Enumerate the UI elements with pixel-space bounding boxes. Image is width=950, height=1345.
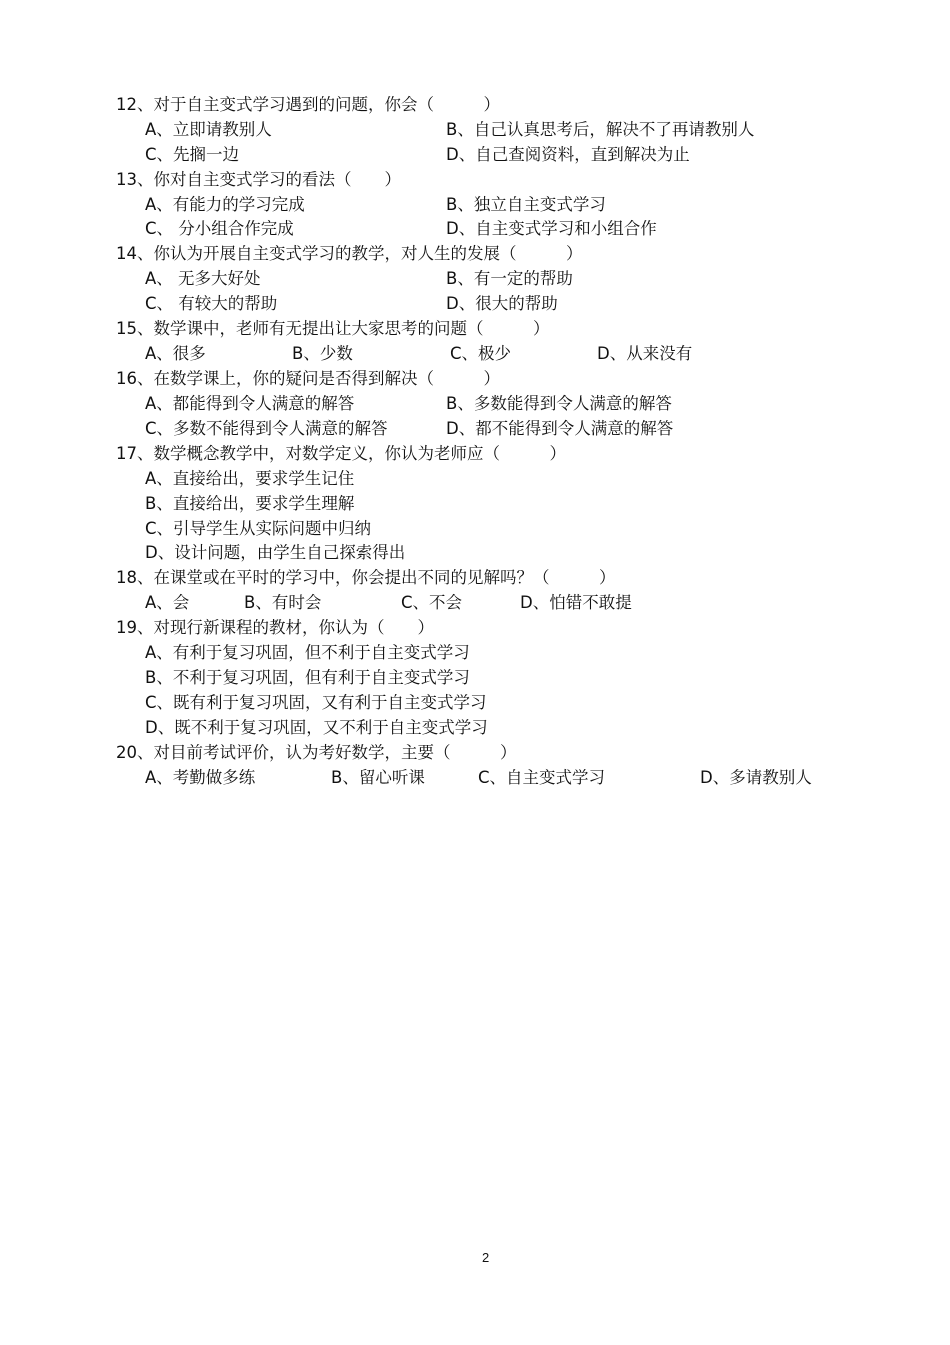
question-15: 15、数学课中，老师有无提出让大家思考的问题（ ）	[116, 319, 550, 338]
option-12d: D、自己查阅资料，直到解决为止	[446, 145, 690, 164]
option-13a: A、有能力的学习完成	[145, 195, 305, 214]
option-14a: A、 无多大好处	[145, 269, 261, 288]
question-16: 16、在数学课上，你的疑问是否得到解决（ ）	[116, 369, 500, 388]
option-20b: B、留心听课	[331, 768, 425, 787]
option-15a: A、很多	[145, 344, 206, 363]
option-13d: D、自主变式学习和小组合作	[446, 219, 657, 238]
option-12b: B、自己认真思考后，解决不了再请教别人	[446, 120, 755, 139]
option-20a: A、考勤做多练	[145, 768, 256, 787]
option-14d: D、很大的帮助	[446, 294, 558, 313]
option-16a: A、都能得到令人满意的解答	[145, 394, 355, 413]
option-17a: A、直接给出，要求学生记住	[145, 469, 355, 488]
option-17c: C、引导学生从实际问题中归纳	[145, 519, 372, 538]
option-12c: C、先搁一边	[145, 145, 240, 164]
question-13: 13、你对自主变式学习的看法（ ）	[116, 170, 401, 189]
option-18a: A、会	[145, 593, 190, 612]
question-14: 14、你认为开展自主变式学习的教学，对人生的发展（ ）	[116, 244, 583, 263]
option-17b: B、直接给出，要求学生理解	[145, 494, 355, 513]
option-18c: C、不会	[401, 593, 463, 612]
question-12: 12、对于自主变式学习遇到的问题，你会（ ）	[116, 95, 500, 114]
option-16c: C、多数不能得到令人满意的解答	[145, 419, 388, 438]
option-20c: C、自主变式学习	[478, 768, 606, 787]
option-19b: B、不利于复习巩固，但有利于自主变式学习	[145, 668, 470, 687]
question-18: 18、在课堂或在平时的学习中，你会提出不同的见解吗？（ ）	[116, 568, 616, 587]
option-19c: C、既有利于复习巩固，又有利于自主变式学习	[145, 693, 487, 712]
option-12a: A、立即请教别人	[145, 120, 272, 139]
option-17d: D、设计问题，由学生自己探索得出	[145, 543, 406, 562]
option-20d: D、多请教别人	[700, 768, 812, 787]
option-16d: D、都不能得到令人满意的解答	[446, 419, 674, 438]
question-17: 17、数学概念教学中，对数学定义，你认为老师应（ ）	[116, 444, 566, 463]
option-19a: A、有利于复习巩固，但不利于自主变式学习	[145, 643, 470, 662]
option-15c: C、极少	[450, 344, 512, 363]
option-13c: C、 分小组合作完成	[145, 219, 294, 238]
option-13b: B、独立自主变式学习	[446, 195, 606, 214]
option-18b: B、有时会	[244, 593, 322, 612]
option-19d: D、既不利于复习巩固，又不利于自主变式学习	[145, 718, 488, 737]
page-number: 2	[482, 1250, 490, 1265]
question-19: 19、对现行新课程的教材，你认为（ ）	[116, 618, 434, 637]
option-18d: D、怕错不敢提	[520, 593, 632, 612]
option-14c: C、 有较大的帮助	[145, 294, 278, 313]
option-15d: D、从来没有	[597, 344, 693, 363]
option-15b: B、少数	[292, 344, 353, 363]
option-16b: B、多数能得到令人满意的解答	[446, 394, 672, 413]
option-14b: B、有一定的帮助	[446, 269, 573, 288]
question-20: 20、对目前考试评价，认为考好数学，主要（ ）	[116, 743, 517, 762]
